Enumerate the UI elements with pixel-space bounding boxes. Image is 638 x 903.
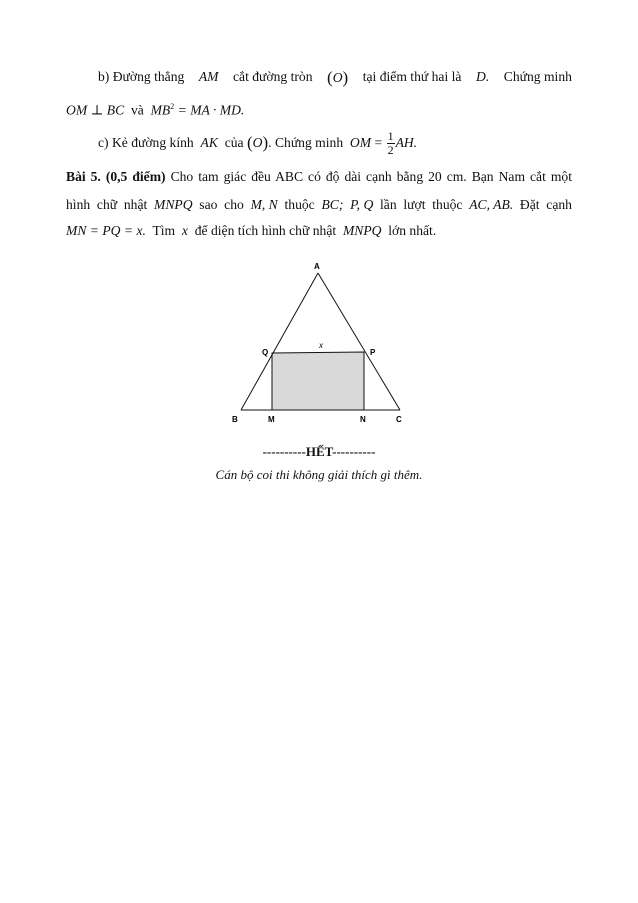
- math-mnpq: MNPQ: [154, 197, 193, 212]
- bai5-line-2: [66, 196, 572, 214]
- part-b-line-2: [66, 98, 244, 120]
- math-bc: BC;: [321, 197, 344, 212]
- math-ac-ab: AC, AB.: [469, 197, 514, 212]
- text: c) Kẻ đường kính: [98, 135, 194, 150]
- label-b: B: [232, 415, 238, 424]
- word: hình: [66, 197, 91, 212]
- text: . Chứng minh: [268, 135, 344, 150]
- label-x: x: [319, 341, 323, 350]
- word: chữ: [96, 197, 118, 212]
- superscript-2: 2: [170, 102, 175, 111]
- math-ah: AH.: [395, 135, 418, 150]
- math-om: OM: [349, 135, 372, 150]
- label-n: N: [360, 415, 366, 424]
- part-b-line-1: [98, 68, 572, 87]
- exam-note: Cán bộ coi thi không giải thích gì thêm.: [215, 467, 423, 482]
- word: cho: [224, 197, 244, 212]
- math-mb: MB: [150, 102, 171, 118]
- bai5-line-3: [66, 222, 436, 240]
- text: Chứng minh: [503, 69, 572, 84]
- math-o: O: [252, 135, 263, 150]
- math-ak: AK: [200, 135, 218, 150]
- word: cạnh: [546, 197, 572, 212]
- label-p: P: [370, 348, 376, 357]
- part-c-line: c) Kẻ đường kính AK của (O). Chứng minh OM = $\frac{1}{2}$ AH.: [98, 129, 418, 158]
- math-p-q: P, Q: [350, 197, 374, 212]
- word: nhật: [123, 197, 148, 212]
- math-d: D.: [476, 69, 490, 84]
- word: Đặt: [519, 197, 540, 212]
- text: tại điểm thứ hai là: [362, 69, 462, 84]
- math-circle-o: (O): [327, 68, 349, 87]
- fraction-one-half: $\frac{1}{2}$: [387, 129, 394, 158]
- text: của: [224, 135, 244, 150]
- math-bc: BC: [106, 102, 125, 118]
- bai5-text: Cho tam giác đều ABC có độ dài cạnh bằng 20 cm. Bạn Nam cắt một: [170, 169, 572, 184]
- equals: =: [374, 135, 383, 150]
- word: thuộc: [284, 197, 315, 212]
- text: b) Đường thẳng: [98, 69, 185, 84]
- math-am: AM: [198, 69, 219, 84]
- word: thuộc: [432, 197, 463, 212]
- text: để diện tích hình chữ nhật: [194, 223, 337, 238]
- label-c: C: [396, 415, 402, 424]
- end-marker: ----------HẾT----------: [262, 444, 376, 459]
- text-va: và: [130, 102, 144, 118]
- rectangle-mnpq: [272, 352, 364, 410]
- text: lớn nhất.: [388, 223, 437, 238]
- word: Tìm: [152, 223, 176, 238]
- math-om: OM: [66, 102, 88, 118]
- triangle-figure: [225, 255, 410, 430]
- perp-symbol: ⊥: [90, 102, 104, 118]
- math-ma-md: = MA · MD.: [177, 102, 245, 118]
- bai5-line-1: [66, 168, 572, 186]
- math-mn-pq-x: MN = PQ = x.: [66, 223, 146, 238]
- text: cắt đường tròn: [233, 69, 313, 84]
- word: lần: [380, 197, 397, 212]
- label-m: M: [268, 415, 275, 424]
- math-x: x: [181, 223, 188, 238]
- label-q: Q: [262, 348, 269, 357]
- math-mnpq: MNPQ: [342, 223, 382, 238]
- math-m-n: M, N: [250, 197, 278, 212]
- word: sao: [199, 197, 218, 212]
- bai5-title: Bài 5. (0,5 điểm): [66, 169, 166, 184]
- word: lượt: [403, 197, 426, 212]
- label-a: A: [314, 262, 320, 271]
